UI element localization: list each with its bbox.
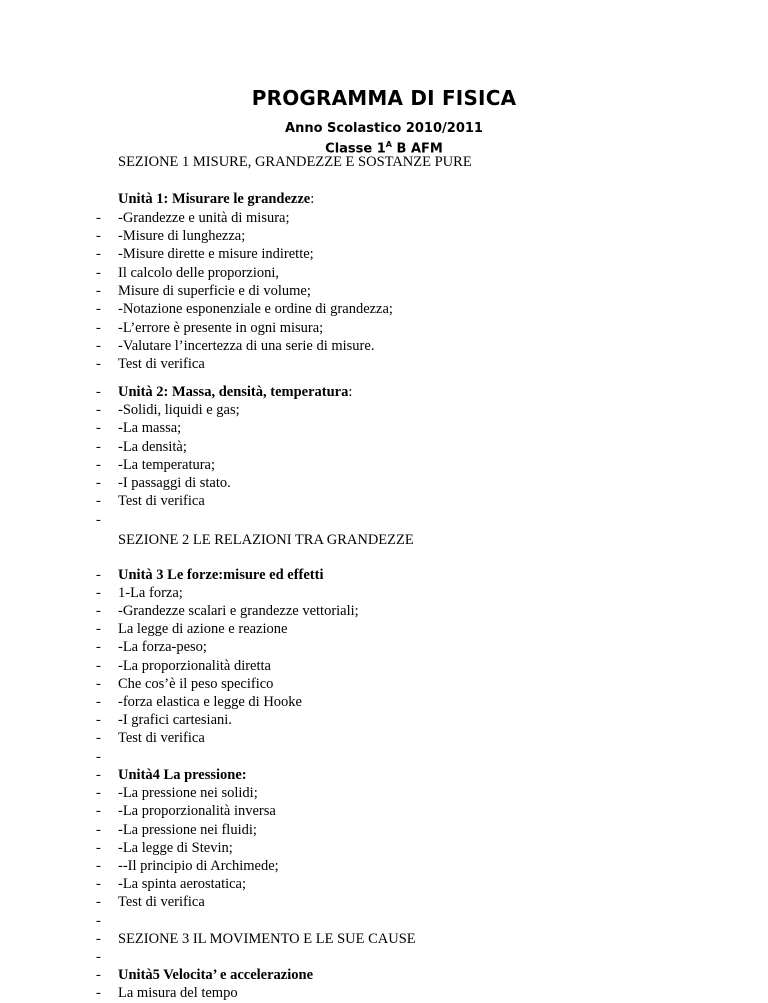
line-main-text: Unità 3 Le forze:misure ed effetti xyxy=(118,567,324,583)
line-main-text: -L’errore è presente in ogni misura; xyxy=(118,320,324,336)
line-dash: - xyxy=(96,639,101,655)
line-text xyxy=(118,602,359,621)
line-main-text: -forza elastica e legge di Hooke xyxy=(118,694,302,710)
line-text xyxy=(118,209,290,228)
line-main-text: -La pressione nei fluidi; xyxy=(118,822,257,838)
line-text xyxy=(118,227,245,246)
line-text xyxy=(118,966,313,985)
line-dash: - xyxy=(96,621,101,637)
line-dash: - xyxy=(96,967,101,983)
line-main-text: --Il principio di Archimede; xyxy=(118,858,279,874)
line-tail: : xyxy=(310,191,315,207)
line-dash: - xyxy=(96,475,101,491)
page-title: PROGRAMMA DI FISICA xyxy=(251,86,517,110)
line-text xyxy=(118,821,257,840)
line-dash: - xyxy=(96,384,101,400)
line-text xyxy=(118,355,205,374)
line-main-text: Unità 1: Misurare le grandezze xyxy=(118,191,311,207)
line-main-text: -La densità; xyxy=(118,439,187,455)
school-year: Anno Scolastico 2010/2011 xyxy=(285,121,483,136)
line-dash: - xyxy=(96,840,101,856)
line-text xyxy=(118,419,181,438)
line-main-text: La legge di azione e reazione xyxy=(118,621,288,637)
line-main-text: Test di verifica xyxy=(118,730,205,746)
line-dash: - xyxy=(96,402,101,418)
line-main-text: -I grafici cartesiani. xyxy=(118,712,232,728)
line-dash: - xyxy=(96,694,101,710)
line-main-text: Che cos’è il peso specifico xyxy=(118,676,274,692)
line-main-text: Unità4 La pressione: xyxy=(118,767,247,783)
line-text xyxy=(118,784,258,803)
line-dash: - xyxy=(96,603,101,619)
line-dash: - xyxy=(96,457,101,473)
line-dash: - xyxy=(96,356,101,372)
line-text xyxy=(118,264,279,283)
class-sup: A xyxy=(385,140,392,149)
line-text xyxy=(118,282,311,301)
class-suffix: B AFM xyxy=(392,141,443,157)
line-text xyxy=(118,492,205,511)
line-main-text: -La temperatura; xyxy=(118,457,216,473)
line-text xyxy=(118,857,279,876)
line-text xyxy=(118,245,314,264)
line-main-text: -La pressione nei solidi; xyxy=(118,785,258,801)
line-text xyxy=(118,693,302,712)
line-tail: : xyxy=(348,384,353,400)
line-main-text: -Grandezze e unità di misura; xyxy=(118,210,290,226)
line-main-text: Il calcolo delle proporzioni, xyxy=(118,265,280,281)
line-main-text: -La forza-peso; xyxy=(118,639,207,655)
line-main-text: -La proporzionalità inversa xyxy=(118,803,276,819)
line-dash: - xyxy=(96,894,101,910)
line-text xyxy=(118,438,187,457)
line-dash: - xyxy=(96,985,101,1001)
class-prefix: Classe 1 xyxy=(325,141,386,157)
line-text xyxy=(118,584,183,603)
line-text xyxy=(118,566,323,585)
line-main-text: -Valutare l’incertezza di una serie di misure. xyxy=(118,338,375,354)
line-dash: - xyxy=(96,822,101,838)
line-dash: - xyxy=(96,803,101,819)
line-dash: - xyxy=(96,320,101,336)
line-dash: - xyxy=(96,730,101,746)
line-text xyxy=(118,531,414,550)
line-text xyxy=(118,893,205,912)
line-dash: - xyxy=(96,493,101,509)
line-main-text: Misure di superficie e di volume; xyxy=(118,283,311,299)
line-dash: - xyxy=(96,585,101,601)
line-main-text: Test di verifica xyxy=(118,894,205,910)
line-main-text: -Solidi, liquidi e gas; xyxy=(118,402,240,418)
line-dash: - xyxy=(96,949,101,965)
line-main-text: -Misure dirette e misure indirette; xyxy=(118,246,314,262)
line-main-text: -La spinta aerostatica; xyxy=(118,876,247,892)
line-dash: - xyxy=(96,301,101,317)
line-dash: - xyxy=(96,931,101,947)
line-text xyxy=(118,190,314,209)
line-text xyxy=(118,930,416,949)
line-text xyxy=(118,657,271,676)
line-main-text: -La legge di Stevin; xyxy=(118,840,233,856)
line-text xyxy=(118,875,246,894)
line-dash: - xyxy=(96,858,101,874)
line-dash: - xyxy=(96,676,101,692)
line-dash: - xyxy=(96,283,101,299)
line-main-text: 1-La forza; xyxy=(118,585,183,601)
line-main-text: SEZIONE 1 MISURE, GRANDEZZE E SOSTANZE PURE xyxy=(118,154,472,170)
line-dash: - xyxy=(96,246,101,262)
line-text xyxy=(118,638,207,657)
line-text xyxy=(118,839,233,858)
line-main-text: -Notazione esponenziale e ordine di grandezza; xyxy=(118,301,393,317)
line-main-text: Test di verifica xyxy=(118,493,205,509)
line-dash: - xyxy=(96,210,101,226)
line-dash: - xyxy=(96,658,101,674)
line-main-text: Test di verifica xyxy=(118,356,205,372)
line-dash: - xyxy=(96,338,101,354)
line-text xyxy=(118,729,205,748)
line-text xyxy=(118,401,240,420)
line-dash: - xyxy=(96,785,101,801)
line-dash: - xyxy=(96,439,101,455)
line-text xyxy=(118,337,374,356)
line-main-text: SEZIONE 2 LE RELAZIONI TRA GRANDEZZE xyxy=(118,532,414,548)
line-dash: - xyxy=(96,876,101,892)
line-main-text: SEZIONE 3 IL MOVIMENTO E LE SUE CAUSE xyxy=(118,931,416,947)
line-dash: - xyxy=(96,512,101,528)
line-dash: - xyxy=(96,567,101,583)
line-main-text: Unità 2: Massa, densità, temperatura xyxy=(118,384,349,400)
line-dash: - xyxy=(96,913,101,929)
line-main-text: -La proporzionalità diretta xyxy=(118,658,271,674)
line-text xyxy=(118,766,247,785)
line-dash: - xyxy=(96,749,101,765)
line-main-text: Unità5 Velocita’ e accelerazione xyxy=(118,967,314,983)
line-text xyxy=(118,474,231,493)
line-text xyxy=(118,675,273,694)
line-dash: - xyxy=(96,265,101,281)
line-main-text: -Misure di lunghezza; xyxy=(118,228,246,244)
line-text xyxy=(118,802,276,821)
line-text xyxy=(118,300,393,319)
line-main-text: La misura del tempo xyxy=(118,985,238,1001)
line-text xyxy=(118,620,287,639)
line-dash: - xyxy=(96,767,101,783)
line-dash: - xyxy=(96,420,101,436)
line-dash: - xyxy=(96,712,101,728)
line-main-text: -La massa; xyxy=(118,420,182,436)
line-text xyxy=(118,383,352,402)
line-text xyxy=(118,711,232,730)
line-text xyxy=(118,153,472,172)
line-main-text: -Grandezze scalari e grandezze vettoriali; xyxy=(118,603,359,619)
line-text xyxy=(118,319,323,338)
line-dash: - xyxy=(96,228,101,244)
line-main-text: -I passaggi di stato. xyxy=(118,475,231,491)
line-text xyxy=(118,456,215,475)
